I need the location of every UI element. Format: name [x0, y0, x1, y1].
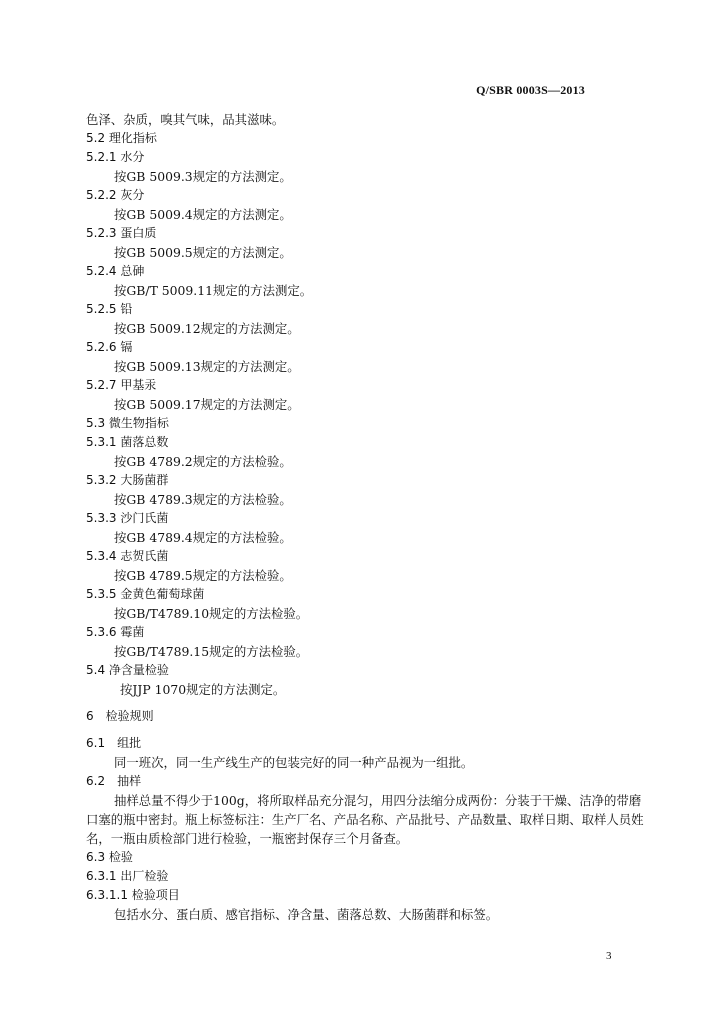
section-heading: 5.3.5 金黄色葡萄球菌	[86, 587, 205, 601]
section-6-2-body: 抽样总量不得少于100g，将所取样品充分混匀，用四分法缩分成两份：分装于干燥、洁净的带磨口塞的瓶中密封。瓶上标签标注：生产厂名、产品名称、产品批号、产品数量、取样日期、取样人员姓名，一瓶由质检部门进行检验，一瓶密封保存三个月备查。	[86, 793, 644, 846]
body-text-line: 按GB 5009.4规定的方法测定。	[114, 207, 292, 222]
section-6-3-1-1-title: 6.3.1.1 检验项目	[86, 888, 180, 902]
section-heading: 5.2.6 镉	[86, 340, 133, 354]
section-heading: 5.3.4 志贺氏菌	[86, 549, 169, 563]
section-heading: 5.2.3 蛋白质	[86, 226, 157, 240]
section-6-2-title: 6.2 抽样	[86, 774, 142, 788]
standard-code-header: Q/SBR 0003S—2013	[476, 83, 585, 97]
body-text-line: 按GB/T4789.15规定的方法检验。	[114, 644, 309, 659]
section-heading: 5.2.5 铅	[86, 302, 133, 316]
spacer	[86, 726, 646, 734]
body-text-line: 色泽、杂质，嗅其气味，品其滋味。	[86, 112, 285, 127]
section-heading: 5.2.1 水分	[86, 150, 145, 164]
spacer	[86, 699, 646, 707]
document-body	[86, 110, 646, 924]
section-6-3-1-title: 6.3.1 出厂检验	[86, 869, 169, 883]
body-text-line: 按GB 5009.17规定的方法测定。	[114, 397, 300, 412]
section-6-3-title: 6.3 检验	[86, 850, 133, 864]
body-text-line: 按GB 4789.3规定的方法检验。	[114, 492, 292, 507]
page-number: 3	[606, 950, 612, 962]
section-heading: 5.2.4 总砷	[86, 264, 145, 278]
section-heading: 5.3 微生物指标	[86, 416, 169, 430]
section-6-1-title: 6.1 组批	[86, 736, 142, 750]
section-heading: 5.3.3 沙门氏菌	[86, 511, 169, 525]
body-text-line: 按GB 5009.3规定的方法测定。	[114, 169, 292, 184]
section-6-title: 6 检验规则	[86, 709, 154, 723]
section-heading: 5.4 净含量检验	[86, 663, 169, 677]
section-heading: 5.3.6 霉菌	[86, 625, 145, 639]
section-heading: 5.2.7 甲基汞	[86, 378, 157, 392]
section-6-3-1-1-body: 包括水分、蛋白质、感官指标、净含量、菌落总数、大肠菌群和标签。	[114, 907, 499, 922]
body-text-line: 按GB 5009.12规定的方法测定。	[114, 321, 300, 336]
body-text-line: 按GB 4789.2规定的方法检验。	[114, 454, 292, 469]
body-text-line: 按GB 4789.4规定的方法检验。	[114, 530, 292, 545]
section-heading: 5.3.2 大肠菌群	[86, 473, 169, 487]
section-heading: 5.3.1 菌落总数	[86, 435, 169, 449]
body-text-line: 按GB/T4789.10规定的方法检验。	[114, 606, 309, 621]
section-5-lines	[86, 110, 646, 699]
body-text-line: 按GB/T 5009.11规定的方法测定。	[114, 283, 313, 298]
section-heading: 5.2.2 灰分	[86, 188, 145, 202]
body-text-line: 按GB 4789.5规定的方法检验。	[114, 568, 292, 583]
body-text-line: 按JJP 1070规定的方法测定。	[120, 682, 286, 697]
section-heading: 5.2 理化指标	[86, 131, 157, 145]
body-text-line: 按GB 5009.5规定的方法测定。	[114, 245, 292, 260]
section-6-1-body: 同一班次，同一生产线生产的包装完好的同一种产品视为一组批。	[114, 755, 474, 770]
body-text-line: 按GB 5009.13规定的方法测定。	[114, 359, 300, 374]
